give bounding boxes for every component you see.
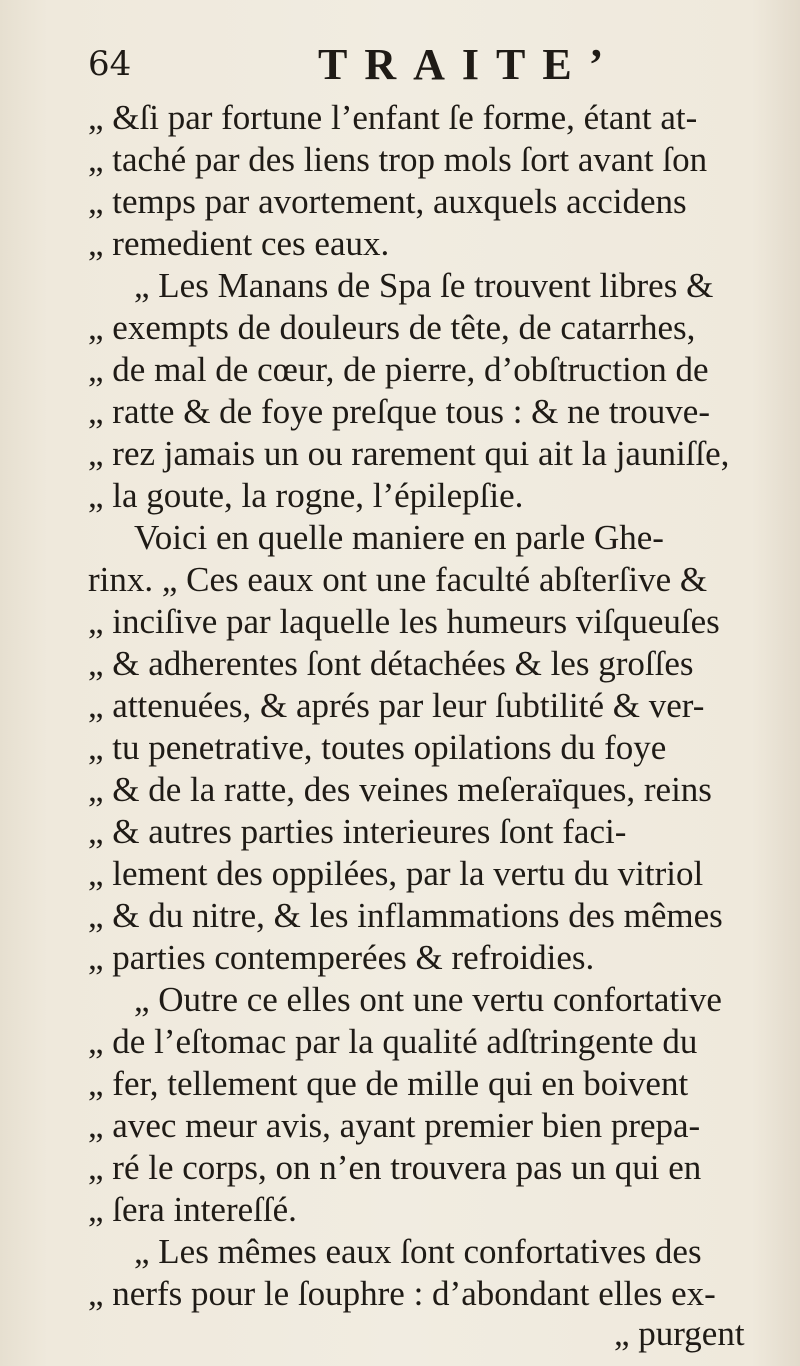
running-head: TRAITE’ [318,40,621,89]
text-line: „ ré le corps, on n’en trouvera pas un qui en [88,1148,702,1187]
text-line: „ de l’eſtomac par la qualité adſtringente du [88,1022,698,1061]
text-line: „ & adherentes ſont détachées & les groſſes [88,644,694,683]
text-line: „ rez jamais un ou rarement qui ait la jauniſſe, [88,434,730,473]
text-line: „ taché par des liens trop mols ſort avant ſon [88,140,708,179]
text-line: „ & du nitre, & les inflammations des mêmes [88,896,723,935]
text-line: „ attenuées, & aprés par leur ſubtilité & ver- [88,686,705,725]
text-line: „ ſera intereſſé. [88,1190,297,1229]
text-line: „ Outre ce elles ont une vertu confortative [134,980,722,1019]
text-line: „ avec meur avis, ayant premier bien prepa- [88,1106,701,1145]
page-number: 64 [88,44,132,84]
text-line: „ nerfs pour le ſouphre : d’abondant elles ex- [88,1274,716,1313]
text-line: „ ratte & de foye preſque tous : & ne trouve- [88,392,711,431]
catchword: „ purgent [614,1314,745,1353]
text-line: rinx. „ Ces eaux ont une faculté abſterſive & [88,560,708,599]
text-line: „ fer, tellement que de mille qui en boivent [88,1064,689,1103]
text-line: „ & autres parties interieures ſont faci- [88,812,627,851]
text-line: „ exempts de douleurs de tête, de catarrhes, [88,308,696,347]
text-line: Voici en quelle maniere en parle Ghe- [134,518,664,557]
text-line: „ temps par avortement, auxquels accidens [88,182,687,221]
text-line: „ Les mêmes eaux ſont confortatives des [134,1232,702,1271]
text-line: „ tu penetrative, toutes opilations du foye [88,728,667,767]
text-line: „ &ſi par fortune l’enfant ſe forme, étant at- [88,98,698,137]
text-line: „ inciſive par laquelle les humeurs viſqueuſes [88,602,720,641]
text-line: „ de mal de cœur, de pierre, d’obſtruction de [88,350,709,389]
text-line: „ lement des oppilées, par la vertu du vitriol [88,854,704,893]
text-line: „ remedient ces eaux. [88,224,390,263]
text-line: „ la goute, la rogne, l’épilepſie. [88,476,524,515]
text-line: „ Les Manans de Spa ſe trouvent libres & [134,266,714,305]
text-line: „ & de la ratte, des veines meſeraïques, reins [88,770,712,809]
text-line: „ parties contemperées & refroidies. [88,938,595,977]
